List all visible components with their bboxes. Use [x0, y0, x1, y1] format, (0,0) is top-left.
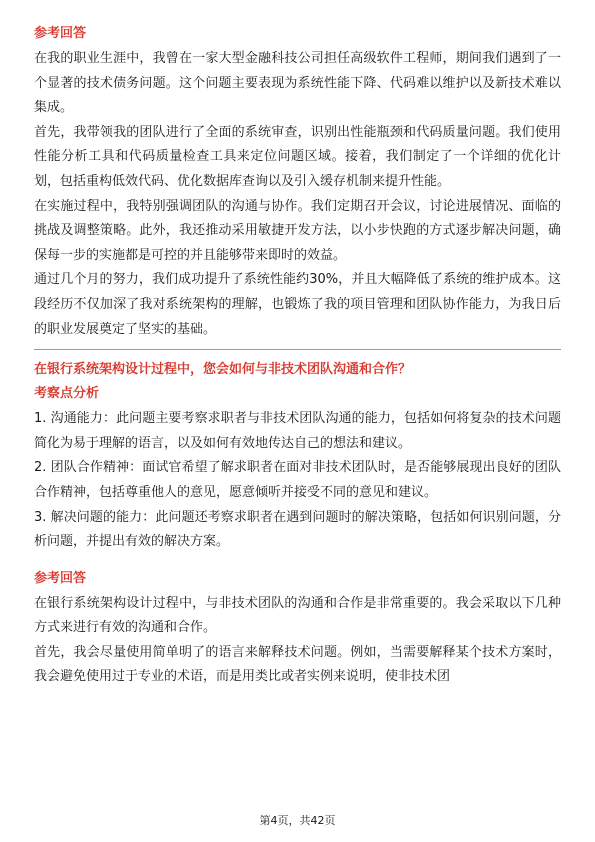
section-heading: 考察点分析: [34, 386, 100, 402]
page-number: 第4页，共42页: [259, 814, 336, 827]
reference-answer-section-2: [34, 569, 561, 690]
section-heading: 参考回答: [34, 26, 87, 41]
section-divider: [34, 349, 561, 350]
answer-paragraph: 通过几个月的努力，我们成功提升了系统性能约30%，并且大幅降低了系统的维护成本。这段经历不仅加深了我对系统架构的理解，也锻炼了我的项目管理和团队协作能力，为我日后的职业发展奠定了坚实的基础。: [34, 272, 561, 337]
analysis-item: 3. 解决问题的能力：此问题还考察求职者在遇到问题时的解决策略，包括如何识别问题，分析问题，并提出有效的解决方案。: [34, 509, 561, 550]
analysis-section: [34, 384, 561, 555]
analysis-item: 1. 沟通能力：此问题主要考察求职者与非技术团队沟通的能力，包括如何将复杂的技术问题简化为易于理解的语言，以及如何有效地传达自己的想法和建议。: [34, 411, 561, 451]
answer-paragraph: 首先，我带领我的团队进行了全面的系统审查，识别出性能瓶颈和代码质量问题。我们使用性能分析工具和代码质量检查工具来定位问题区域。接着，我们制定了一个详细的优化计划，包括重构低效代码、优化数据库查询以及引入缓存机制来提升性能。: [34, 124, 561, 189]
answer-paragraph: 在我的职业生涯中，我曾在一家大型金融科技公司担任高级软件工程师，期间我们遇到了一个显著的技术债务问题。这个问题主要表现为系统性能下降、代码难以维护以及新技术难以集成。: [34, 51, 561, 116]
analysis-item: 2. 团队合作精神：面试官希望了解求职者在面对非技术团队时，是否能够展现出良好的团队合作精神，包括尊重他人的意见，愿意倾听并接受不同的意见和建议。: [34, 460, 561, 500]
reference-answer-section-1: [34, 24, 561, 342]
document-page: [34, 24, 561, 690]
section-heading: 参考回答: [34, 570, 87, 586]
answer-paragraph: 在实施过程中，我特别强调团队的沟通与协作。我们定期召开会议，讨论进展情况、面临的挑战及调整策略。此外，我还推动采用敏捷开发方法，以小步快跑的方式逐步解决问题，确保每一步的实施都是可控的并且能够带来即时的效益。: [34, 198, 561, 263]
answer-paragraph: 在银行系统架构设计过程中，与非技术团队的沟通和合作是非常重要的。我会采取以下几种方式来进行有效的沟通和合作。: [34, 595, 561, 636]
answer-paragraph: 首先，我会尽量使用简单明了的语言来解释技术问题。例如，当需要解释某个技术方案时，我会避免使用过于专业的术语，而是用类比或者实例来说明，使非技术团: [34, 644, 561, 685]
interview-question: 在银行系统架构设计过程中，您会如何与非技术团队沟通和合作？: [34, 362, 412, 378]
